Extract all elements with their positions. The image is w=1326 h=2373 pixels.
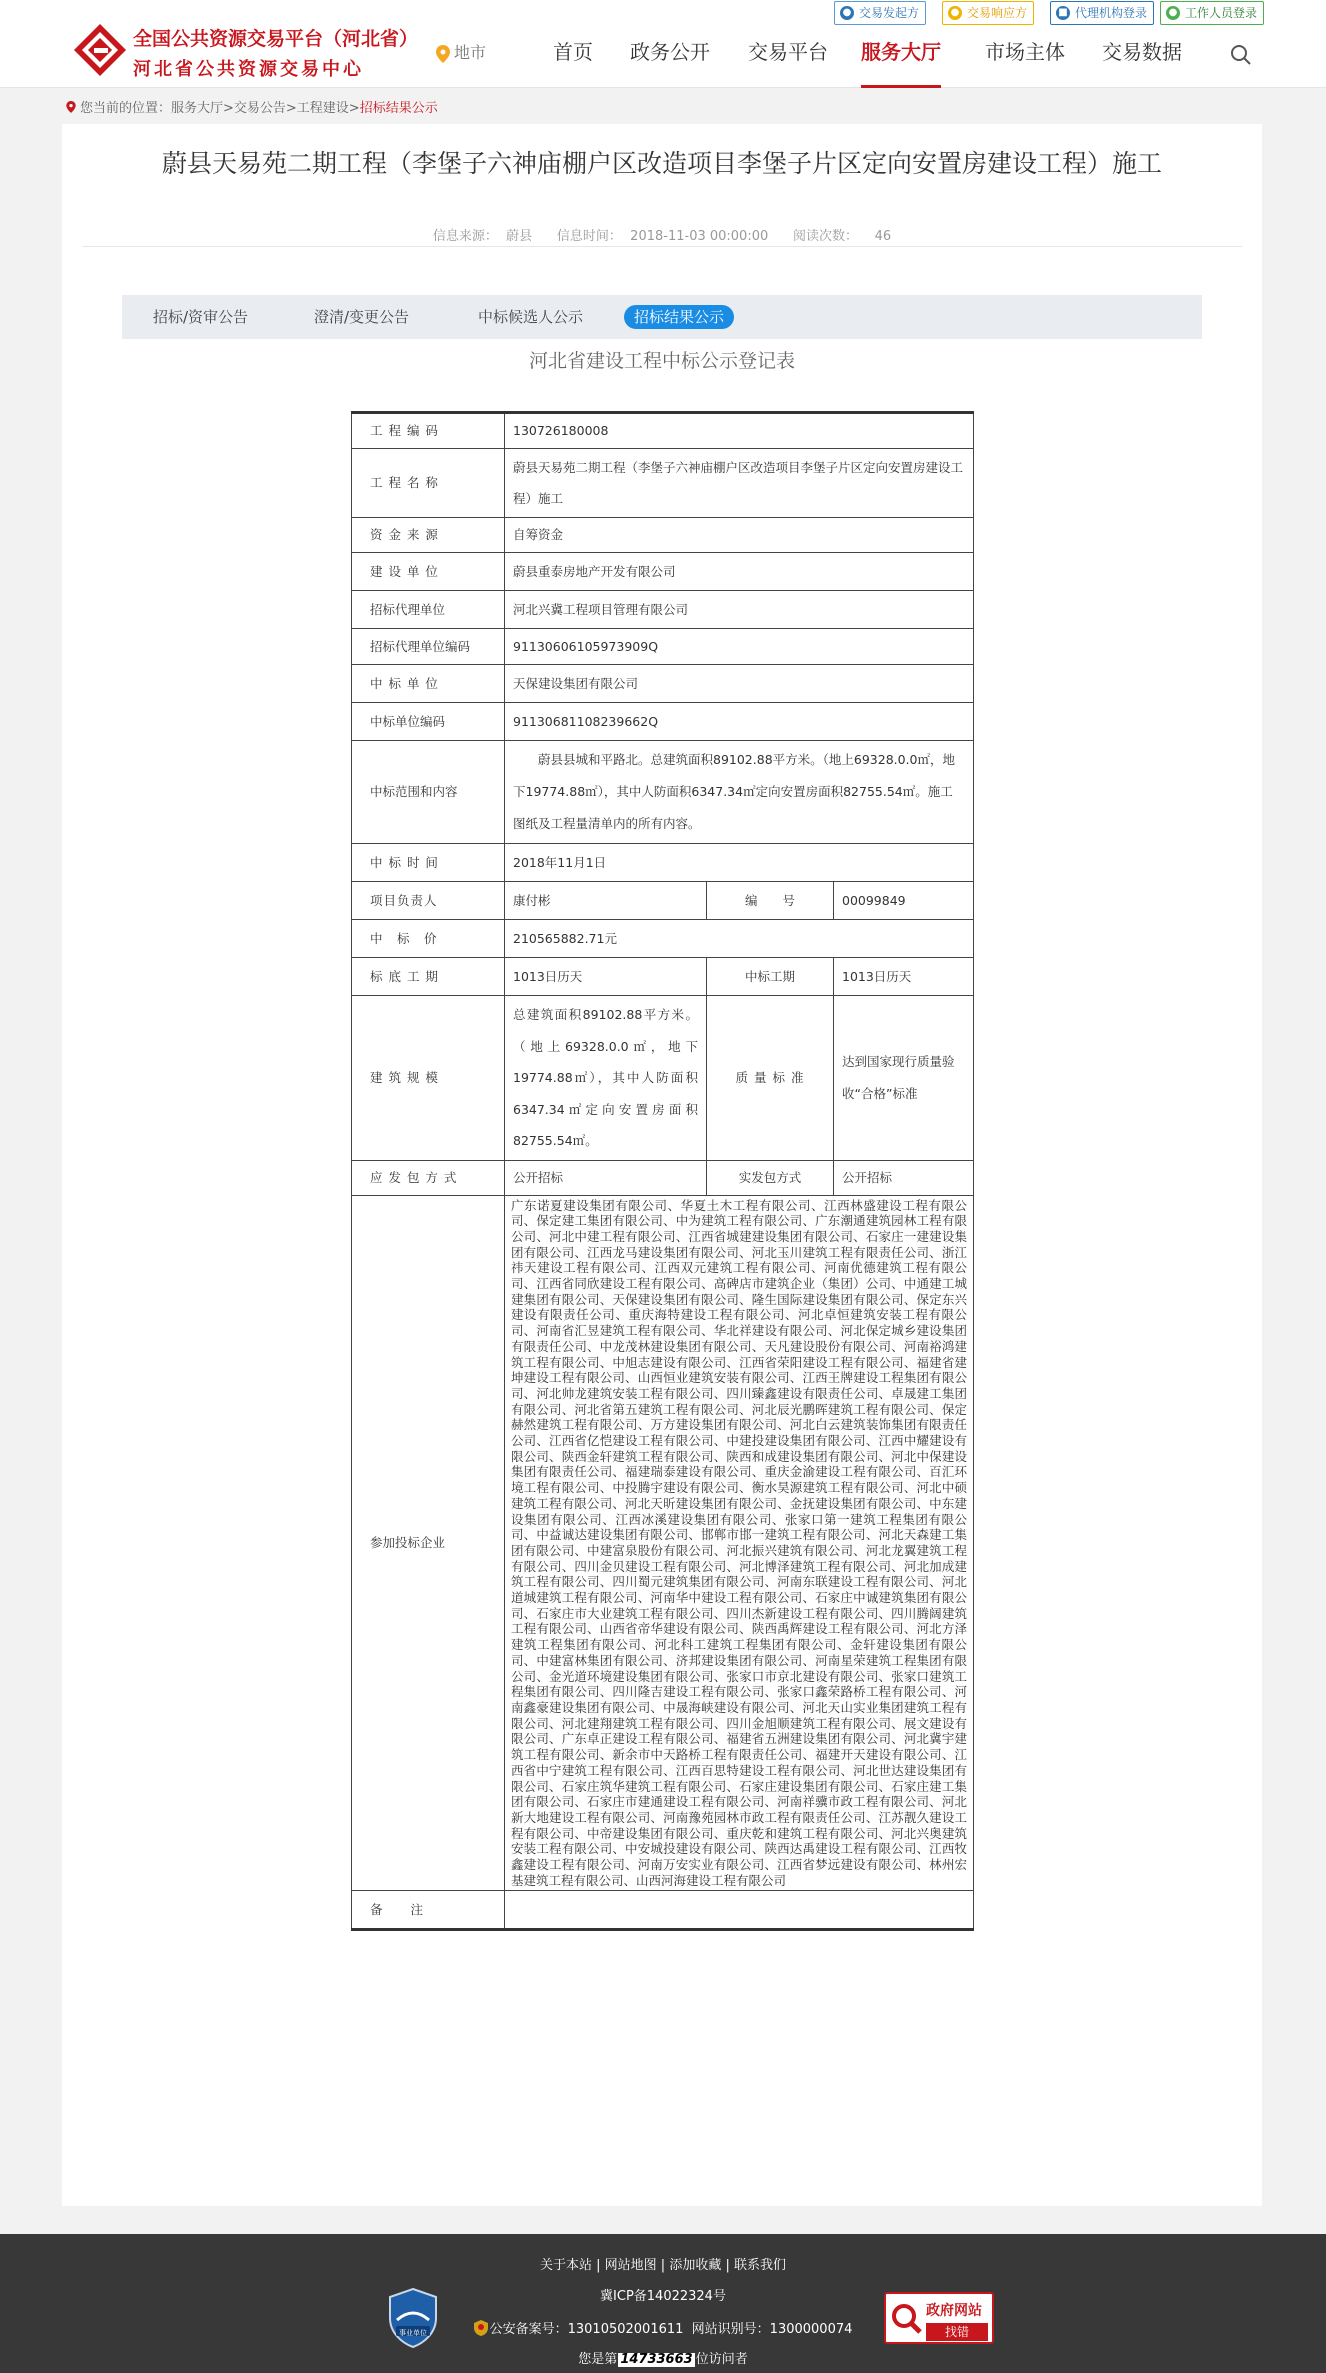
nav-service-hall[interactable]: 服务大厅 [861, 36, 941, 88]
award-time-value: 2018年11月1日 [505, 844, 974, 882]
winner-label: 中 标 单 位 [352, 665, 505, 703]
footer-link-bookmark[interactable]: 添加收藏 [669, 2258, 722, 2273]
user-icon: ● [840, 6, 854, 20]
agency-code-label: 招标代理单位编码 [352, 629, 505, 665]
footer-links: 关于本站 | 网站地图 | 添加收藏 | 联系我们 [539, 2258, 787, 2273]
table-row [352, 958, 974, 996]
tab-clarification[interactable]: 澄清/变更公告 [314, 308, 410, 326]
visitor-suffix: 位访问者 [695, 2352, 748, 2367]
table-row [352, 703, 974, 741]
user-icon: ● [948, 6, 962, 20]
nav-trading-platform[interactable]: 交易平台 [748, 40, 828, 64]
public-institution-badge-icon [388, 2288, 438, 2348]
award-period-value: 1013日历天 [834, 958, 974, 996]
table-row [352, 413, 974, 449]
remark-value [505, 1891, 974, 1930]
user-icon: ● [1166, 6, 1180, 20]
divider [82, 246, 1242, 247]
tab-bid-announcement[interactable]: 招标/资审公告 [153, 308, 249, 326]
winner-code-label: 中标单位编码 [352, 703, 505, 741]
table-row [352, 882, 974, 920]
nav-home[interactable]: 首页 [553, 40, 593, 64]
public-security-text: 公安备案号：13010502001611 网站识别号：1300000074 [489, 2322, 853, 2337]
article-meta: 信息来源： 蔚县 信息时间： 2018-11-03 00:00:00 阅读次数： 46 [432, 229, 892, 244]
table-row [352, 1891, 974, 1930]
nav-gov-affairs[interactable]: 政务公开 [630, 40, 710, 64]
building-scale-label: 建 筑 规 模 [352, 996, 505, 1161]
visitor-counter [0, 2348, 1326, 2367]
visitor-prefix: 您是第 [578, 2352, 618, 2367]
award-price-label: 中 标 价 [352, 920, 505, 958]
public-institution-badge-text: 事业单位 [399, 2329, 427, 2337]
site-footer [0, 2234, 1326, 2373]
contract-mode-value: 公开招标 [505, 1160, 707, 1195]
logo-title-secondary[interactable]: 河北省公共资源交易中心 [133, 59, 364, 80]
responder-login-label: 交易响应方 [967, 6, 1028, 20]
building-icon: ■ [1056, 6, 1070, 20]
remark-label: 备 注 [352, 1891, 505, 1930]
nav-market-entities[interactable]: 市场主体 [985, 40, 1065, 64]
project-name-label: 工 程 名 称 [352, 449, 505, 518]
award-time-label: 中 标 时 间 [352, 844, 505, 882]
planned-period-value: 1013日历天 [505, 958, 707, 996]
gov-badge-action: 找错 [926, 2323, 988, 2341]
scope-value: 蔚县县城和平路北。总建筑面积89102.88平方米。（地上69328.0.0㎡，地下19774.88㎡），其中人防面积6347.34㎡定向安置房面积82755.54㎡。施工图纸及工程量清单内的所有内容。 [505, 741, 974, 844]
breadcrumb [66, 97, 438, 116]
project-manager-value: 康付彬 [505, 882, 707, 920]
fund-source-value: 自筹资金 [505, 518, 974, 553]
public-security-record [0, 2318, 1326, 2337]
table-row [352, 844, 974, 882]
staff-login-button[interactable] [1160, 1, 1264, 25]
table-row [352, 553, 974, 591]
table-row [352, 449, 974, 518]
location-pin-icon [66, 101, 76, 113]
public-institution-badge[interactable] [388, 2288, 438, 2348]
project-code-label: 工 程 编 码 [352, 413, 505, 449]
city-label: 地市 [454, 43, 487, 62]
icp-record[interactable]: 冀ICP备14022324号 [600, 2289, 726, 2304]
tab-candidates[interactable]: 中标候选人公示 [478, 308, 584, 326]
bidders-value: 广东诺夏建设集团有限公司、华夏土木工程有限公司、江西林盛建设工程有限公司、保定建工集团有限公司、中为建筑工程有限公司、广东潮通建筑园林工程有限公司、河北中建工程有限公司、江西省城建建设集团有限公司、石家庄一建建设集团有限公司、江西龙马建设集团有限公司、河北玉川建筑工程有限责任公司、浙江祎天建设工程有限公司、江西双元建筑工程有限公司、河南优德建筑工程有限公司、江西省同欣建设工程有限公司、高碑店市建筑企业（集团）公司、中通建工城建集团有限公司、天保建设集团有限公司、隆生国际建设集团有限公司、保定东兴建设有限责任公司、重庆海特建设工程有限公司、河北卓恒建筑安装工程有限公司、河南省汇昱建筑工程有限公司、华北祥建设有限公司、河北保定城乡建设集团有限责任公司、中龙茂林建设集团有限公司、天凡建设股份有限公司、河南裕鸿建筑工程有限公司、中旭志建设有限公司、江西省荣阳建设工程有限公司、福建省建坤建设工程有限公司、山西恒业建筑安装有限公司、江西王牌建设工程集团有限公司、河北帅龙建筑安装工程有限公司、四川臻鑫建设有限责任公司、卓晟建工集团有限公司、河北省第五建筑工程有限公司、河北辰光鹏晖建筑工程有限公司、保定赫然建筑工程有限公司、万方建设集团有限公司、河北白云建筑装饰集团有限责任公司、江西省亿恺建设工程有限公司、中建投建设集团有限公司、江西中耀建设有限公司、陕西金轩建筑工程有限公司、陕西和成建设集团有限公司、河北中保建设集团有限责任公司、福建瑞泰建设有限公司、重庆金渝建设工程有限公司、百汇环境工程有限公司、中投腾宇建设有限公司、衡水昊源建筑工程有限公司、河北中硕建筑工程有限公司、河北天昕建设集团有限公司、金抚建设集团有限公司、中东建设集团有限公司、江西冰溪建设集团有限公司、张家口第一建筑工程集团有限公司、中益诚达建设集团有限公司、邯郸市邯一建筑工程有限公司、河北天森建工集团有限公司、中建富泉股份有限公司、河北振兴建筑有限公司、河北龙翼建筑工程有限公司、四川金贝建设工程有限公司、河北博泽建筑工程有限公司、河北加成建筑工程有限公司、四川蜀元建筑集团有限公司、河南东联建设工程有限公司、河北道城建筑工程有限公司、河南华中建设工程有限公司、石家庄中诚建筑集团有限公司、石家庄市大业建筑工程有限公司、四川杰新建设工程有限公司、四川腾阔建筑工程有限公司、山西省帝华建设有限公司、陕西禹辉建设工程有限公司、河北方泽建筑工程集团有限公司、河北科工建筑工程集团有限公司、金轩建设集团有限公司、中建富林集团有限公司、济邦建设集团有限公司、河南星荣建筑工程集团有限公司、金光道环境建设集团有限公司、张家口市京北建设有限公司、张家口建筑工程集团有限公司、四川隆吉建设工程有限公司、张家口鑫荣路桥工程有限公司、河南鑫豪建设集团有限公司、中晟海峡建设有限公司、河北天山实业集团建筑工程有限公司、河北建翔建筑工程有限公司、四川金旭顺建筑工程有限公司、展文建设有限公司、广东卓正建设工程有限公司、福建省五洲建设集团有限公司、河北冀宇建筑工程有限公司、新余市中天路桥工程有限责任公司、福建开天建设有限公司、江西省中宁建筑工程有限公司、江西百思特建设工程有限公司、河北世达建设集团有限公司、石家庄筑华建筑工程有限公司、石家庄建设集团有限公司、石家庄建工集团有限公司、石家庄市建通建设工程有限公司、河南祥骥市政工程有限公司、河北新大地建设工程有限公司、河南豫苑园林市政工程有限责任公司、江苏靓久建设工程有限公司、中帝建设集团有限公司、重庆乾和建筑工程有限公司、河北兴奥建筑安装工程有限公司、中安城投建设有限公司、陕西达禹建设工程有限公司、江西牧鑫建设工程有限公司、河南万安实业有限公司、江西省梦远建设有限公司、林州宏基建筑工程有限公司、山西河海建设工程有限公司 [505, 1195, 974, 1891]
fund-source-label: 资 金 来 源 [352, 518, 505, 553]
city-selector[interactable] [436, 40, 486, 63]
footer-link-sitemap[interactable]: 网站地图 [604, 2258, 657, 2273]
table-row [352, 1195, 974, 1891]
table-row [352, 591, 974, 629]
winner-code-value: 91130681108239662Q [505, 703, 974, 741]
registration-table [351, 411, 974, 1931]
search-icon[interactable] [1230, 44, 1252, 66]
responder-login-button[interactable] [942, 1, 1034, 25]
staff-login-label: 工作人员登录 [1185, 6, 1258, 20]
builder-label: 建 设 单 位 [352, 553, 505, 591]
location-pin-icon [436, 45, 450, 63]
table-row [352, 920, 974, 958]
agency-login-button[interactable] [1050, 1, 1154, 25]
content-panel [62, 124, 1262, 2206]
actual-mode-label: 实发包方式 [707, 1160, 834, 1195]
logo-icon[interactable] [72, 22, 128, 78]
table-row [352, 518, 974, 553]
serial-no-value: 00099849 [834, 882, 974, 920]
award-period-label: 中标工期 [707, 958, 834, 996]
builder-value: 蔚县重泰房地产开发有限公司 [505, 553, 974, 591]
agency-login-label: 代理机构登录 [1075, 6, 1148, 20]
award-price-value: 210565882.71元 [505, 920, 974, 958]
scope-label: 中标范围和内容 [352, 741, 505, 844]
agency-code-value: 91130606105973909Q [505, 629, 974, 665]
magnifier-icon [891, 2303, 923, 2335]
breadcrumb-path[interactable]: 服务大厅>交易公告>工程建设> [171, 101, 360, 116]
form-title: 河北省建设工程中标公示登记表 [528, 350, 795, 372]
building-scale-value: 总建筑面积89102.88平方米。（地上69328.0.0㎡，地下19774.88㎡），其中人防面积6347.34㎡定向安置房面积82755.54㎡。 [505, 996, 707, 1161]
project-name-value: 蔚县天易苑二期工程（李堡子六神庙棚户区改造项目李堡子片区定向安置房建设工程）施工 [505, 449, 974, 518]
table-row [352, 1160, 974, 1195]
planned-period-label: 标 底 工 期 [352, 958, 505, 996]
quality-value: 达到国家现行质量验收“合格”标准 [834, 996, 974, 1161]
table-row [352, 996, 974, 1161]
site-header [0, 0, 1326, 88]
announcement-tabs [122, 295, 1202, 339]
tab-bid-result[interactable]: 招标结果公示 [624, 305, 734, 329]
initiator-login-button[interactable] [834, 1, 926, 25]
project-manager-label: 项目负责人 [352, 882, 505, 920]
project-code-value: 130726180008 [505, 413, 974, 449]
police-badge-icon [474, 2320, 488, 2336]
table-row [352, 665, 974, 703]
page-title: 蔚县天易苑二期工程（李堡子六神庙棚户区改造项目李堡子片区定向安置房建设工程）施工 [161, 149, 1162, 178]
bidders-label: 参加投标企业 [352, 1195, 505, 1891]
nav-trading-data[interactable]: 交易数据 [1102, 40, 1182, 64]
visitor-count: 14733663 [620, 2352, 693, 2367]
gov-website-error-report-badge[interactable] [884, 2292, 994, 2344]
gov-badge-title: 政府网站 [926, 2303, 982, 2319]
quality-label: 质 量 标 准 [707, 996, 834, 1161]
actual-mode-value: 公开招标 [834, 1160, 974, 1195]
table-row [352, 741, 974, 844]
breadcrumb-current: 招标结果公示 [359, 101, 438, 116]
winner-value: 天保建设集团有限公司 [505, 665, 974, 703]
agency-label: 招标代理单位 [352, 591, 505, 629]
logo-title-primary[interactable]: 全国公共资源交易平台（河北省） [133, 28, 419, 50]
breadcrumb-prefix: 您当前的位置： [80, 101, 172, 116]
contract-mode-label: 应 发 包 方 式 [352, 1160, 505, 1195]
table-row [352, 629, 974, 665]
serial-no-label: 编 号 [707, 882, 834, 920]
footer-link-contact[interactable]: 联系我们 [734, 2258, 787, 2273]
footer-link-about[interactable]: 关于本站 [539, 2258, 592, 2273]
agency-value: 河北兴冀工程项目管理有限公司 [505, 591, 974, 629]
initiator-login-label: 交易发起方 [859, 6, 920, 20]
